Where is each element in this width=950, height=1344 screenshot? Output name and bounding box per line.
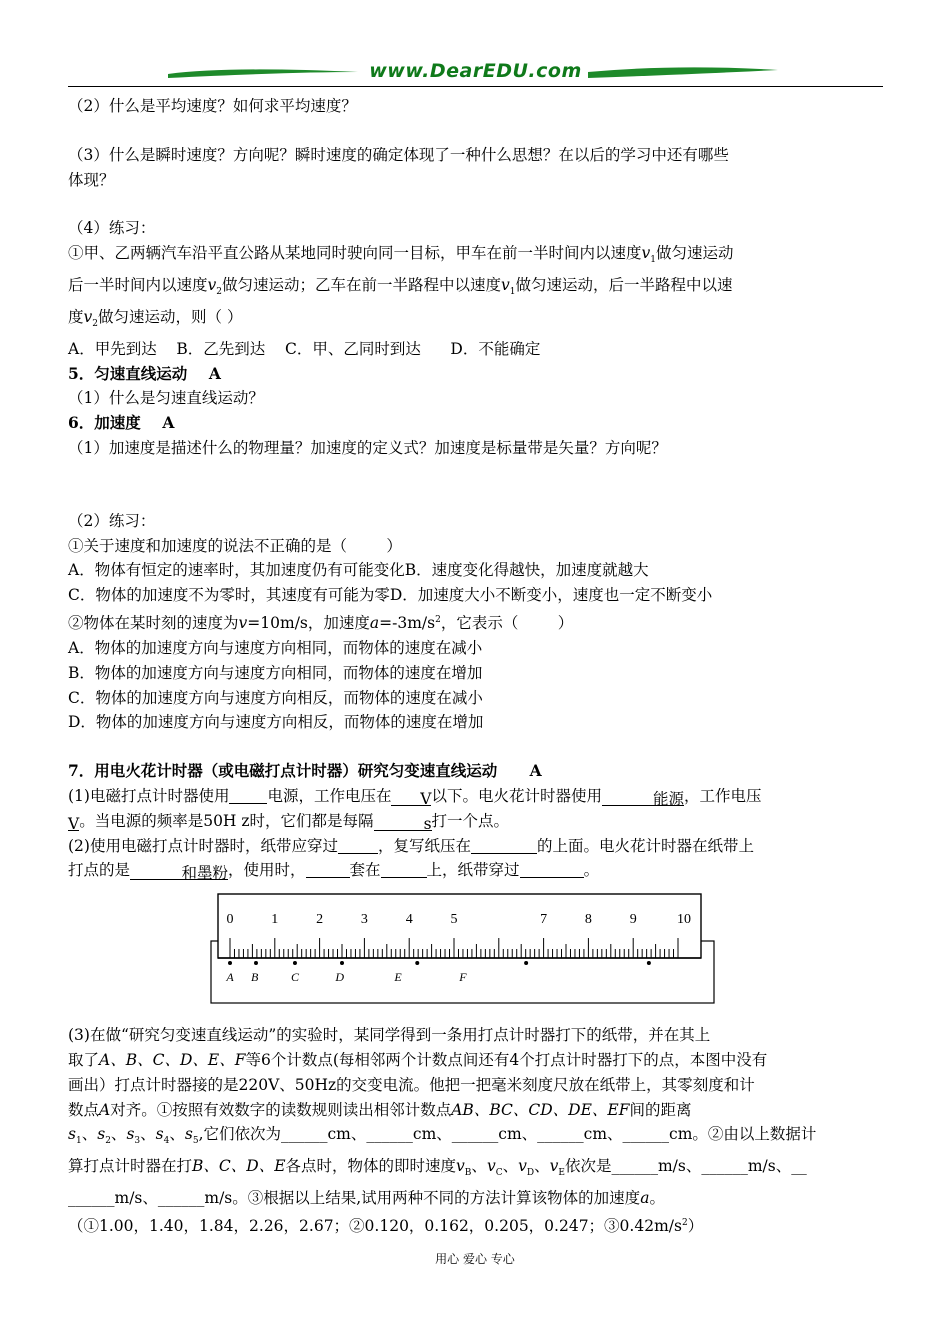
exp-line7: ______m/s、______m/s。③根据以上结果,试用两种不同的方法计算该物体的加速度a。 — [68, 1189, 665, 1208]
exp-line4: 数点A对齐。①按照有效数字的读数规则读出相邻计数点AB、BC、CD、DE、EF间的距离 — [68, 1100, 692, 1119]
blank — [381, 859, 427, 878]
exp-line3: 画出）打点计时器接的是220V、50Hz的交变电流。他把一把毫米刻度尺放在纸带上，其零刻度和计 — [68, 1075, 755, 1094]
q4-line2: 后一半时间内以速度$v_2$做匀速运动；乙车在前一半路程中以速度$v_1$做匀速运动，后一半路程中以速 — [68, 276, 733, 298]
blank: V — [391, 787, 431, 806]
section5-title: 5．匀速直线运动 A — [68, 363, 221, 383]
section6-e2: ②物体在某时刻的速度为v=10m/s，加速度$a=-3m/s^2$，它表示（ ） — [68, 614, 574, 633]
blank: 和墨粉 — [130, 861, 228, 880]
section6-e1: ①关于速度和加速度的说法不正确的是（ ） — [68, 536, 402, 555]
section6-e2-A: A．物体的加速度方向与速度方向相同，而物体的速度在减小 — [68, 638, 483, 657]
tape-dot — [415, 961, 419, 965]
section6-e2-B: B．物体的加速度方向与速度方向相同，而物体的速度在增加 — [68, 663, 483, 682]
exp-line1: (3)在做“研究匀变速直线运动”的实验时，某同学得到一条用打点计时器打下的纸带，并在其上 — [68, 1026, 711, 1045]
section6-e2-C: C．物体的加速度方向与速度方向相反，而物体的速度在减小 — [68, 688, 483, 707]
ruler-figure — [68, 883, 883, 1023]
section6-title: 6．加速度 A — [68, 413, 175, 433]
section5-q1: （1）什么是匀速直线运动？ — [68, 389, 264, 408]
exp-line2: 取了A、B、C、D、E、F等6个计数点(每相邻两个计数点间还有4个打点计时器打下的点，本图中没有 — [68, 1050, 768, 1069]
tape-dot — [340, 961, 344, 965]
blank — [520, 859, 584, 878]
tape-dots — [228, 961, 651, 965]
ruler-number: 0 — [226, 912, 234, 928]
q2-text: （2）什么是平均速度？如何求平均速度？ — [68, 97, 357, 115]
q4-title: （4）练习： — [68, 219, 156, 238]
tape-point-label: B — [250, 970, 259, 985]
ruler-number: 7 — [540, 912, 548, 928]
header-rule — [68, 86, 883, 87]
section7-line4: 打点的是 和墨粉，使用时， 套在 上，纸带穿过 。 — [68, 861, 600, 883]
tape-point-label: D — [335, 970, 345, 985]
section7-line1: (1)电磁打点计时器使用 电源，工作电压在 V以下。电火花计时器使用 能源，工作电压 — [68, 786, 762, 808]
blank: s — [374, 812, 432, 831]
section6-e2-D: D．物体的加速度方向与速度方向相反，而物体的速度在增加 — [68, 713, 484, 732]
ruler-number: 10 — [677, 912, 691, 928]
exp-line6: 算打点计时器在打B、C、D、E各点时，物体的即时速度$v_B$、$v_C$、$v_D$、$v_E$依次是______m/s、______m/s、__ — [68, 1157, 807, 1179]
q3-line2: 体现？ — [68, 170, 115, 189]
tape-point-labels — [225, 970, 467, 984]
q3-line1: （3）什么是瞬时速度？方向呢？瞬时速度的确定体现了一种什么思想？在以后的学习中还有哪些 — [68, 145, 729, 164]
exp-line5: $s_1$、$s_2$、$s_3$、$s_4$、$s_5$,它们依次为______cm、______cm、______cm、______cm、______cm。②由以上数据计 — [68, 1125, 817, 1147]
logo — [68, 58, 883, 86]
tape-dot — [228, 961, 232, 965]
blank — [306, 859, 350, 878]
section6-e1-C: C．物体的加速度不为零时，其速度有可能为零D．加速度大小不断变小，速度也一定不断变小 — [68, 586, 713, 605]
section6-e1-A: A．物体有恒定的速率时，其加速度仍有可能变化B．速度变化得越快，加速度就越大 — [68, 561, 649, 580]
section7-line2: V。当电源的频率是50H z时，它们都是每隔 s打一个点。 — [68, 811, 510, 833]
ruler-number: 1 — [271, 912, 279, 928]
tape-dot — [254, 961, 258, 965]
ruler-number: 8 — [584, 912, 592, 928]
q4-line1: ①甲、乙两辆汽车沿平直公路从某地同时驶向同一目标，甲车在前一半时间内以速度$v_1$做匀速运动 — [68, 244, 734, 266]
ruler-number: 4 — [405, 912, 413, 928]
blank — [338, 835, 378, 854]
blank — [229, 785, 267, 804]
ruler-diagram — [210, 893, 715, 1005]
page-footer: 用心 爱心 专心 — [435, 1252, 515, 1266]
exp-answer: （①1.00，1.40，1.84，2.26，2.67；②0.120，0.162，0.205，0.247；$③0.42m/s^2$） — [68, 1217, 704, 1236]
q4-options: A．甲先到达 B．乙先到达 C．甲、乙同时到达 D．不能确定 — [68, 339, 541, 358]
ruler-number: 9 — [629, 912, 637, 928]
tape-dot — [647, 961, 651, 965]
q4-line3: 度$v_2$做匀速运动，则（ ） — [68, 307, 243, 330]
ruler-number: 3 — [360, 912, 368, 928]
tape-point-label: A — [226, 970, 234, 985]
blank: 能源 — [602, 787, 684, 806]
tape-dot — [293, 961, 297, 965]
logo-text: www.DearEDU.com — [369, 60, 582, 82]
tape-point-label: C — [290, 970, 299, 985]
section6-q1: （1）加速度是描述什么的物理量？加速度的定义式？加速度是标量带是矢量？方向呢？ — [68, 439, 667, 458]
tape-point-label: E — [394, 970, 402, 985]
section7-line3: (2)使用电磁打点计时器时，纸带应穿过 ，复写纸压在 的上面。电火花计时器在纸带上 — [68, 836, 754, 855]
ruler-body — [218, 894, 701, 958]
page-header — [68, 58, 883, 90]
document-body — [68, 94, 883, 1239]
section6-practice: （2）练习： — [68, 511, 156, 530]
blank: V — [68, 812, 79, 831]
section7-title: 7．用电火花计时器（或电磁打点计时器）研究匀变速直线运动 A — [68, 761, 542, 781]
tape-point-label: F — [459, 970, 467, 985]
ruler-number: 5 — [450, 912, 458, 928]
tape-dot — [524, 961, 528, 965]
blank — [471, 835, 537, 854]
ruler-number: 2 — [316, 912, 324, 928]
